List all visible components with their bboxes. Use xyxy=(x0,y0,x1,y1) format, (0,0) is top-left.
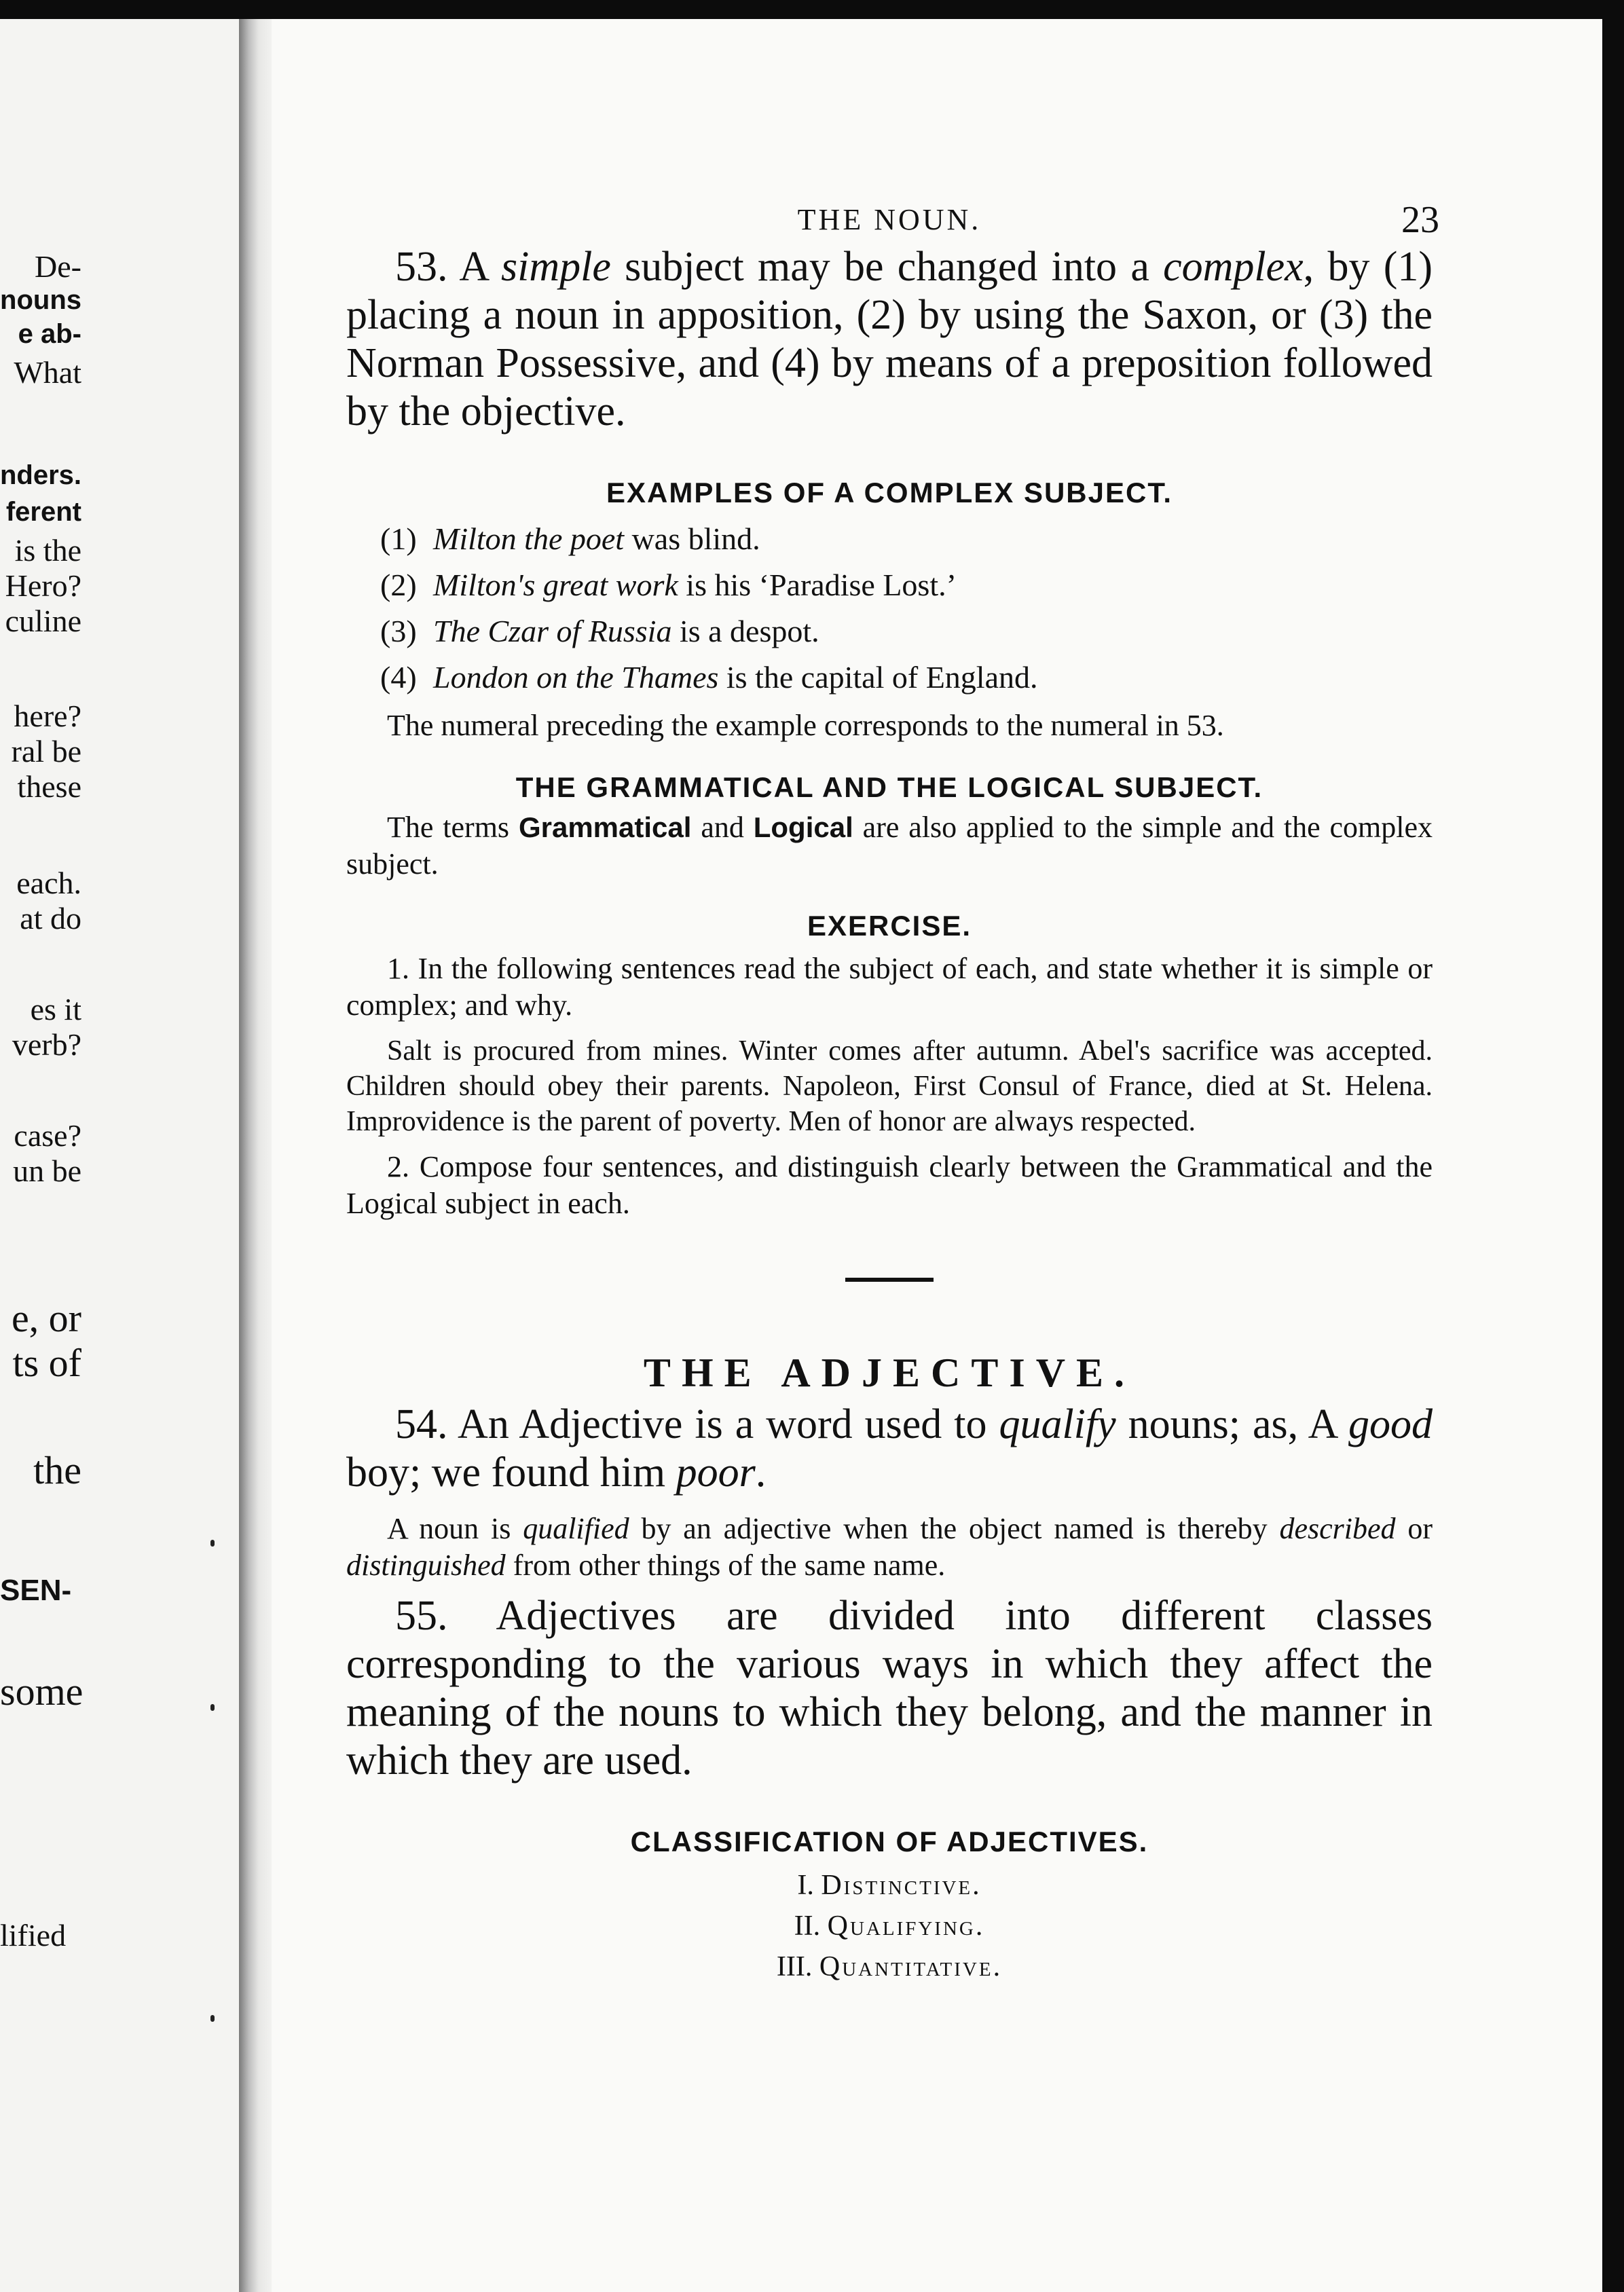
classification-label: Distinctive. xyxy=(821,1870,982,1901)
adjective-note xyxy=(346,1511,1433,1584)
text-run: . xyxy=(755,1449,767,1496)
text-run: are also applied to the simple and the complex subject. xyxy=(346,811,1433,881)
left-fragment: the xyxy=(33,1448,81,1492)
text-run: and xyxy=(691,811,754,844)
left-fragment: e, or xyxy=(11,1296,81,1340)
classification-item xyxy=(346,1865,1433,1906)
text-run: boy; we found him xyxy=(346,1449,676,1496)
section-number: 55. xyxy=(395,1593,448,1639)
running-header xyxy=(346,168,1439,241)
left-fragment: De- xyxy=(35,249,81,284)
left-fragment: un be xyxy=(13,1153,81,1188)
text-run: A xyxy=(447,244,501,290)
left-fragment: verb? xyxy=(12,1027,81,1062)
page-speck xyxy=(210,1540,215,1547)
italic-term: complex xyxy=(1163,244,1304,290)
left-fragment: Hero? xyxy=(5,568,81,603)
paragraph-55 xyxy=(346,1592,1433,1785)
text-run: by an adjective when the object named is thereby xyxy=(629,1512,1280,1545)
left-fragment: these xyxy=(17,769,81,804)
left-fragment: What xyxy=(14,355,81,390)
text-run: is the capital of England. xyxy=(718,660,1038,695)
left-fragment: here? xyxy=(14,699,81,733)
text-run: from other things of the same name. xyxy=(505,1549,946,1582)
bold-term: Grammatical xyxy=(518,811,692,843)
left-fragment: nouns xyxy=(0,285,81,315)
exercise-heading: EXERCISE. xyxy=(807,910,972,942)
text-run: or xyxy=(1395,1512,1433,1545)
book-gutter xyxy=(239,19,272,2292)
page-speck xyxy=(210,2015,215,2022)
classification-item xyxy=(346,1906,1433,1946)
example-number: (1) xyxy=(380,521,417,556)
left-fragment: case? xyxy=(14,1118,81,1153)
left-fragment: SEN- xyxy=(0,1574,72,1607)
adjective-heading: THE ADJECTIVE. xyxy=(643,1350,1136,1395)
italic-term: poor xyxy=(676,1449,756,1496)
example-number: (2) xyxy=(380,568,417,602)
text-run: , by (1) placing a noun in apposition, (2) by using the Saxon, or (3) the Norman Possessive, and (4) by means of a preposition followed by the objective. xyxy=(346,244,1433,435)
left-fragment: culine xyxy=(5,604,81,638)
classification-label: Qualifying. xyxy=(827,1910,985,1942)
text-run: is his ‘Paradise Lost.’ xyxy=(678,568,957,602)
exercise-item-2: 2. Compose four sentences, and distinguish clearly between the Grammatical and the Logical subject in each. xyxy=(346,1150,1433,1220)
examples-list xyxy=(346,516,1433,701)
example-item xyxy=(380,562,1433,608)
example-item xyxy=(380,608,1433,654)
roman-numeral: I. xyxy=(797,1870,814,1901)
text-run: is a despot. xyxy=(671,614,819,648)
classification-item xyxy=(346,1946,1433,1987)
text-run: Adjectives are divided into different classes corresponding to the various ways in which they affect the meaning of the nouns to which they belong, and the manner in which they are used. xyxy=(346,1593,1433,1783)
left-fragment: ts of xyxy=(12,1341,81,1385)
italic-term: good xyxy=(1348,1401,1433,1447)
exercise-item-1: 1. In the following sentences read the subject of each, and state whether it is simple or complex; and why. xyxy=(346,952,1433,1022)
paragraph-54 xyxy=(346,1401,1433,1497)
page-number: 23 xyxy=(1401,199,1439,241)
italic-term: qualify xyxy=(999,1401,1116,1447)
text-run: A noun is xyxy=(387,1512,523,1545)
left-fragment: at do xyxy=(20,901,81,936)
left-fragment: nders. xyxy=(0,460,81,490)
italic-term: qualified xyxy=(523,1512,629,1545)
classification-list xyxy=(346,1865,1433,1987)
left-fragment: ferent xyxy=(5,497,81,527)
left-fragment: some xyxy=(0,1669,84,1714)
left-fragment: es it xyxy=(30,992,81,1027)
page-content xyxy=(346,168,1439,1987)
left-fragment: e ab- xyxy=(18,319,81,349)
left-fragment: lified xyxy=(0,1918,67,1953)
example-item xyxy=(380,654,1433,701)
left-fragment: each. xyxy=(16,866,81,900)
text-run: subject may be changed into a xyxy=(610,244,1164,290)
examples-heading: EXAMPLES OF A COMPLEX SUBJECT. xyxy=(606,477,1173,509)
classification-heading: CLASSIFICATION OF ADJECTIVES. xyxy=(630,1826,1149,1857)
italic-term: simple xyxy=(500,244,611,290)
text-run: The terms xyxy=(387,811,519,844)
section-divider xyxy=(845,1278,934,1282)
example-item xyxy=(380,516,1433,562)
roman-numeral: II. xyxy=(794,1910,821,1942)
example-number: (4) xyxy=(380,660,417,695)
italic-term: described xyxy=(1279,1512,1396,1545)
left-fragment: is the xyxy=(14,533,81,568)
exercise-sentences: Salt is procured from mines. Winter comes after autumn. Abel's sacrifice was accepted. Children should obey their parents. Napoleon, First Consul of France, died at St. Helena. Improvidence is the parent of poverty. Men of honor are always respected. xyxy=(346,1035,1433,1137)
roman-numeral: III. xyxy=(776,1951,813,1982)
running-title: THE NOUN. xyxy=(797,203,982,236)
italic-term: London on the Thames xyxy=(433,660,719,695)
scan-border-top xyxy=(0,0,1624,19)
facing-page-left xyxy=(0,19,239,2292)
section-number: 53. xyxy=(395,244,448,290)
italic-term: The Czar of Russia xyxy=(433,614,672,648)
page-speck xyxy=(210,1704,215,1711)
bold-term: Logical xyxy=(753,811,853,843)
text-run: was blind. xyxy=(624,521,760,556)
paragraph-53 xyxy=(346,243,1433,436)
scan-border-right xyxy=(1602,0,1624,2292)
text-run: An Adjective is a word used to xyxy=(447,1401,999,1447)
page-right xyxy=(272,19,1602,2292)
italic-term: Milton's great work xyxy=(433,568,678,602)
examples-note: The numeral preceding the example corresponds to the numeral in 53. xyxy=(387,709,1224,742)
example-number: (3) xyxy=(380,614,417,648)
left-fragment: ral be xyxy=(11,734,81,769)
grammatical-logical-heading: THE GRAMMATICAL AND THE LOGICAL SUBJECT. xyxy=(515,771,1263,803)
classification-label: Quantitative. xyxy=(819,1951,1003,1982)
italic-term: distinguished xyxy=(346,1549,506,1582)
italic-term: Milton the poet xyxy=(433,521,625,556)
grammatical-logical-text xyxy=(346,809,1433,883)
section-number: 54. xyxy=(395,1401,448,1447)
text-run: nouns; as, A xyxy=(1115,1401,1349,1447)
